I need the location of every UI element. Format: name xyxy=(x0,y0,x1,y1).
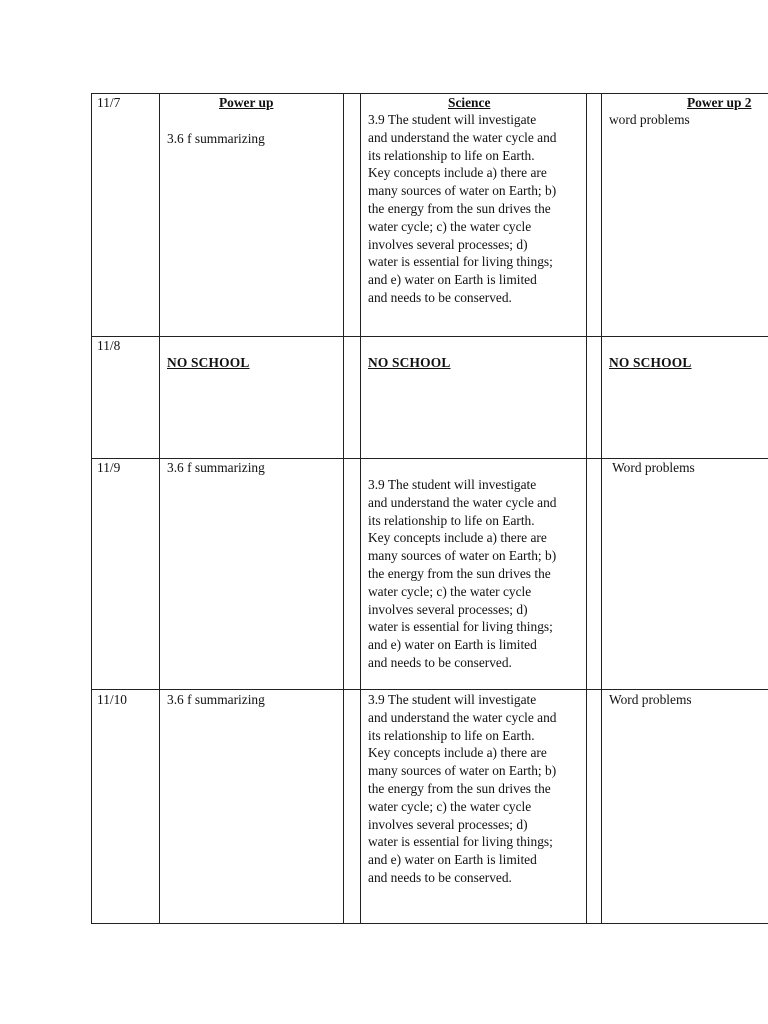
column-divider xyxy=(159,93,160,924)
row-divider xyxy=(91,689,768,690)
power-up-cell: 3.6 f summarizing xyxy=(167,131,265,146)
power-up-cell: 3.6 f summarizing xyxy=(167,460,265,475)
science-cell: 3.9 The student will investigate and understand the water cycle and its relationship to life on Earth. Key concepts include a) there are many sources of water on Earth; b) the energy from the sun drives the water cycle; c) the water cycle involves several processes; d) water is essential for living things; and e) water on Earth is limited and needs to be conserved. xyxy=(368,477,557,670)
science-cell: 3.9 The student will investigate and understand the water cycle and its relationship to life on Earth. Key concepts include a) there are many sources of water on Earth; b) the energy from the sun drives the water cycle; c) the water cycle involves several processes; d) water is essential for living things; and e) water on Earth is limited and needs to be conserved. xyxy=(368,692,557,885)
column-divider xyxy=(586,93,587,924)
power-up-cell: 3.6 f summarizing xyxy=(167,692,265,707)
row-divider xyxy=(91,336,768,337)
date-cell: 11/10 xyxy=(97,692,128,707)
no-school-label: NO SCHOOL xyxy=(368,355,451,370)
power-up-2-cell: Word problems xyxy=(609,460,695,475)
header-power-up: Power up xyxy=(219,95,274,110)
date-cell: 11/9 xyxy=(97,460,121,475)
science-cell: 3.9 The student will investigate and understand the water cycle and its relationship to life on Earth. Key concepts include a) there are many sources of water on Earth; b) the energy from the sun drives the water cycle; c) the water cycle involves several processes; d) water is essential for living things; and e) water on Earth is limited and needs to be conserved. xyxy=(368,112,557,305)
header-power-up-2: Power up 2 xyxy=(687,95,752,110)
column-divider xyxy=(601,93,602,924)
column-divider xyxy=(343,93,344,924)
table-top-border xyxy=(91,93,768,94)
date-cell: 11/7 xyxy=(97,95,121,110)
table-left-border xyxy=(91,93,92,924)
no-school-label: NO SCHOOL xyxy=(167,355,250,370)
column-divider xyxy=(360,93,361,924)
power-up-2-cell: word problems xyxy=(609,112,690,127)
header-science: Science xyxy=(448,95,491,110)
date-cell: 11/8 xyxy=(97,338,121,353)
power-up-2-cell: Word problems xyxy=(609,692,692,707)
no-school-label: NO SCHOOL xyxy=(609,355,692,370)
table-bottom-border xyxy=(91,923,768,924)
